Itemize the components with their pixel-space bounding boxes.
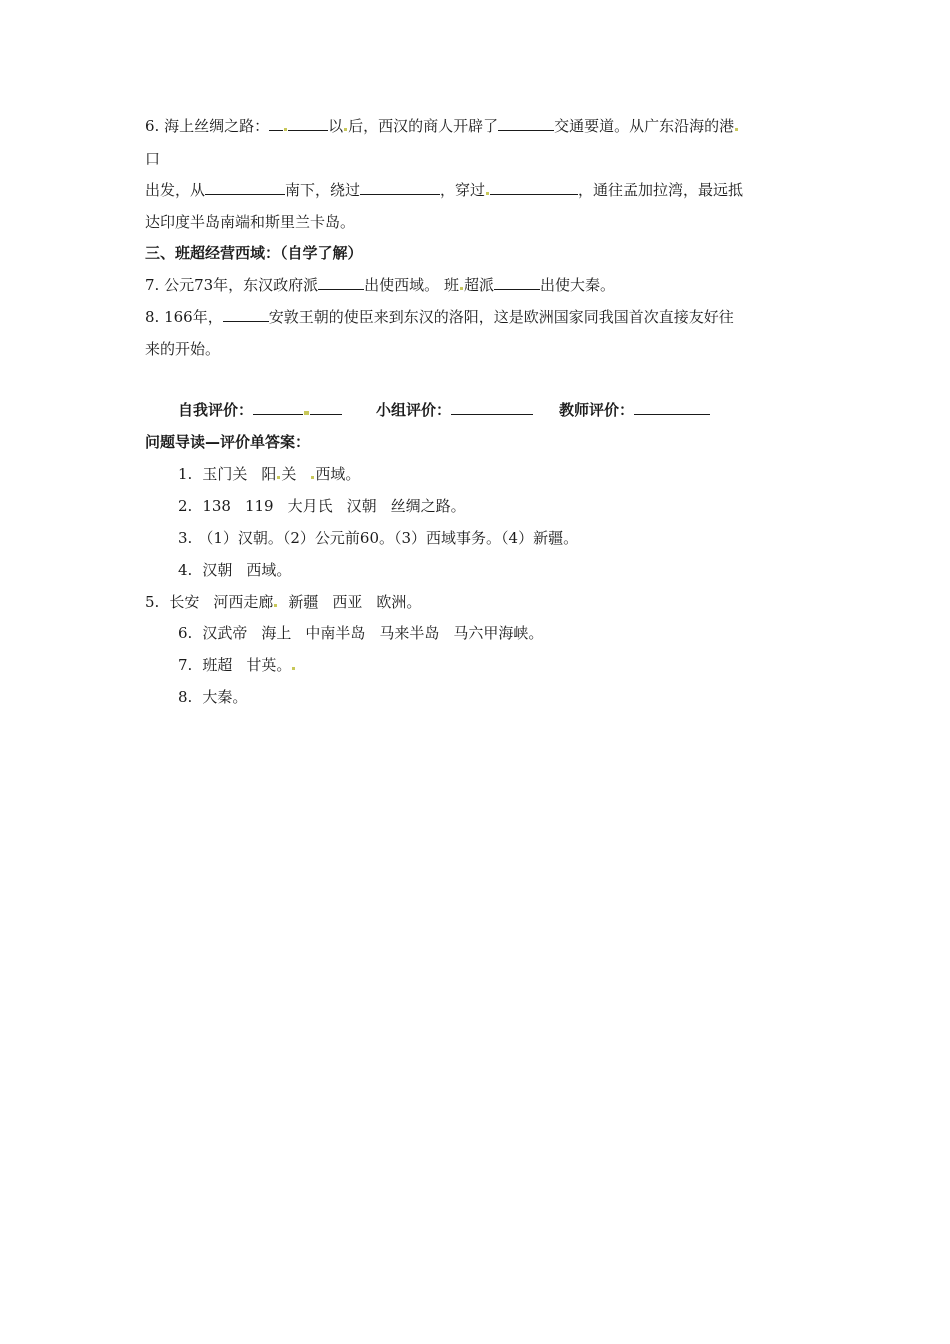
answer-item: 汉朝 xyxy=(202,561,233,579)
answer-item: 丝绸之路。 xyxy=(390,497,466,515)
speck-mark xyxy=(460,287,463,290)
answer-item: 海上 xyxy=(261,624,292,642)
answer-item: 河西走廊 xyxy=(213,593,274,611)
speck-mark xyxy=(344,128,347,131)
speck-mark xyxy=(292,667,295,670)
q6-text-h: ，通往孟加拉湾，最远抵 xyxy=(578,181,744,199)
question-7 xyxy=(145,275,615,295)
answer-item: 马六甲海峡。 xyxy=(453,624,544,642)
q7-text-d: 出使大秦。 xyxy=(539,276,615,294)
answer-item: 西域。 xyxy=(315,465,361,483)
speck-mark xyxy=(486,192,489,195)
blank[interactable] xyxy=(494,275,540,290)
blank[interactable] xyxy=(498,116,554,131)
self-evaluation-blank[interactable] xyxy=(310,400,342,415)
q6-text-f: 南下，绕过 xyxy=(285,181,361,199)
question-6-line-2 xyxy=(145,149,160,169)
answer-item: （1）汉朝。（2）公元前60。（3）西域事务。（4）新疆。 xyxy=(198,529,579,547)
answer-number: 7. xyxy=(178,656,193,674)
answer-item: 汉武帝 xyxy=(202,624,248,642)
answer-4 xyxy=(178,560,291,580)
answer-item: 大秦。 xyxy=(202,688,248,706)
answer-6 xyxy=(178,623,543,643)
question-6-line-3 xyxy=(145,180,743,200)
answer-number: 4. xyxy=(178,561,193,579)
blank[interactable] xyxy=(490,180,578,195)
section-3-heading-text: 三、班超经营西域：（自学了解） xyxy=(145,244,363,262)
self-evaluation-blank[interactable] xyxy=(253,400,303,415)
q6-text-c: 后，西汉的商人开辟了 xyxy=(348,117,499,135)
answers-heading-text: 问题导读—评价单答案： xyxy=(145,433,311,451)
blank[interactable] xyxy=(318,275,364,290)
q6-text-d: 交通要道。从广东沿海的港 xyxy=(554,117,735,135)
answer-number: 1. xyxy=(178,465,193,483)
self-evaluation-label: 自我评价： xyxy=(178,401,254,419)
group-evaluation-blank[interactable] xyxy=(451,400,533,415)
q7-text-a: 7. 公元73年，东汉政府派 xyxy=(145,276,319,294)
answer-7 xyxy=(178,655,296,675)
q6-text-b: 以 xyxy=(328,117,344,135)
q6-text-e: 出发，从 xyxy=(145,181,206,199)
q6-text-g: ，穿过 xyxy=(440,181,486,199)
teacher-evaluation-label: 教师评价： xyxy=(559,401,635,419)
answer-number: 5. xyxy=(145,593,160,611)
teacher-evaluation-blank[interactable] xyxy=(634,400,710,415)
answer-item: 西亚 xyxy=(332,593,363,611)
question-6-line-1 xyxy=(145,116,739,136)
speck-mark xyxy=(284,128,287,131)
q7-text-b: 出使西域。 班 xyxy=(364,276,459,294)
answer-item: 欧洲。 xyxy=(376,593,422,611)
speck-mark xyxy=(311,476,314,479)
answer-item: 新疆 xyxy=(288,593,319,611)
blank[interactable] xyxy=(223,307,269,322)
q6-text-a: 6. 海上丝绸之路： xyxy=(145,117,270,135)
blank[interactable] xyxy=(288,116,328,131)
blank[interactable] xyxy=(269,116,283,131)
blank[interactable] xyxy=(205,180,285,195)
q7-text-c: 超派 xyxy=(463,276,494,294)
answer-3 xyxy=(178,528,578,548)
answer-number: 6. xyxy=(178,624,193,642)
question-6-line-4 xyxy=(145,212,355,232)
answer-5 xyxy=(145,592,421,612)
answer-item: 西域。 xyxy=(246,561,292,579)
answer-item: 汉朝 xyxy=(346,497,377,515)
section-3-heading xyxy=(145,243,363,263)
answer-number: 3. xyxy=(178,529,193,547)
speck-mark xyxy=(277,476,280,479)
q8-line2: 来的开始。 xyxy=(145,340,221,358)
answer-item: 中南半岛 xyxy=(305,624,366,642)
answer-item: 玉门关 xyxy=(202,465,248,483)
q6-line4: 达印度半岛南端和斯里兰卡岛。 xyxy=(145,213,356,231)
answer-8 xyxy=(178,687,247,707)
answer-item: 班超 xyxy=(202,656,233,674)
q6-line2: 口 xyxy=(145,150,161,168)
blank[interactable] xyxy=(360,180,440,195)
speck-mark xyxy=(304,411,309,415)
answer-item: 138 xyxy=(202,497,231,515)
answer-item: 阳 xyxy=(261,465,277,483)
answers-heading xyxy=(145,432,310,452)
q8-text-b: 安敦王朝的使臣来到东汉的洛阳，这是欧洲国家同我国首次直接友好往 xyxy=(268,308,734,326)
answer-1 xyxy=(178,464,360,484)
evaluation-row xyxy=(178,400,710,420)
answer-item: 大月氏 xyxy=(287,497,333,515)
answer-item: 119 xyxy=(244,497,274,515)
speck-mark xyxy=(735,128,738,131)
answer-number: 2. xyxy=(178,497,193,515)
group-evaluation-label: 小组评价： xyxy=(376,401,452,419)
answer-item: 长安 xyxy=(169,593,200,611)
speck-mark xyxy=(274,604,277,607)
question-8-line-1 xyxy=(145,307,734,327)
answer-2 xyxy=(178,496,466,516)
question-8-line-2 xyxy=(145,339,220,359)
answer-number: 8. xyxy=(178,688,193,706)
q8-text-a: 8. 166年， xyxy=(145,308,223,326)
answer-item: 甘英。 xyxy=(246,656,292,674)
answer-item: 马来半岛 xyxy=(379,624,440,642)
answer-item: 关 xyxy=(281,465,297,483)
